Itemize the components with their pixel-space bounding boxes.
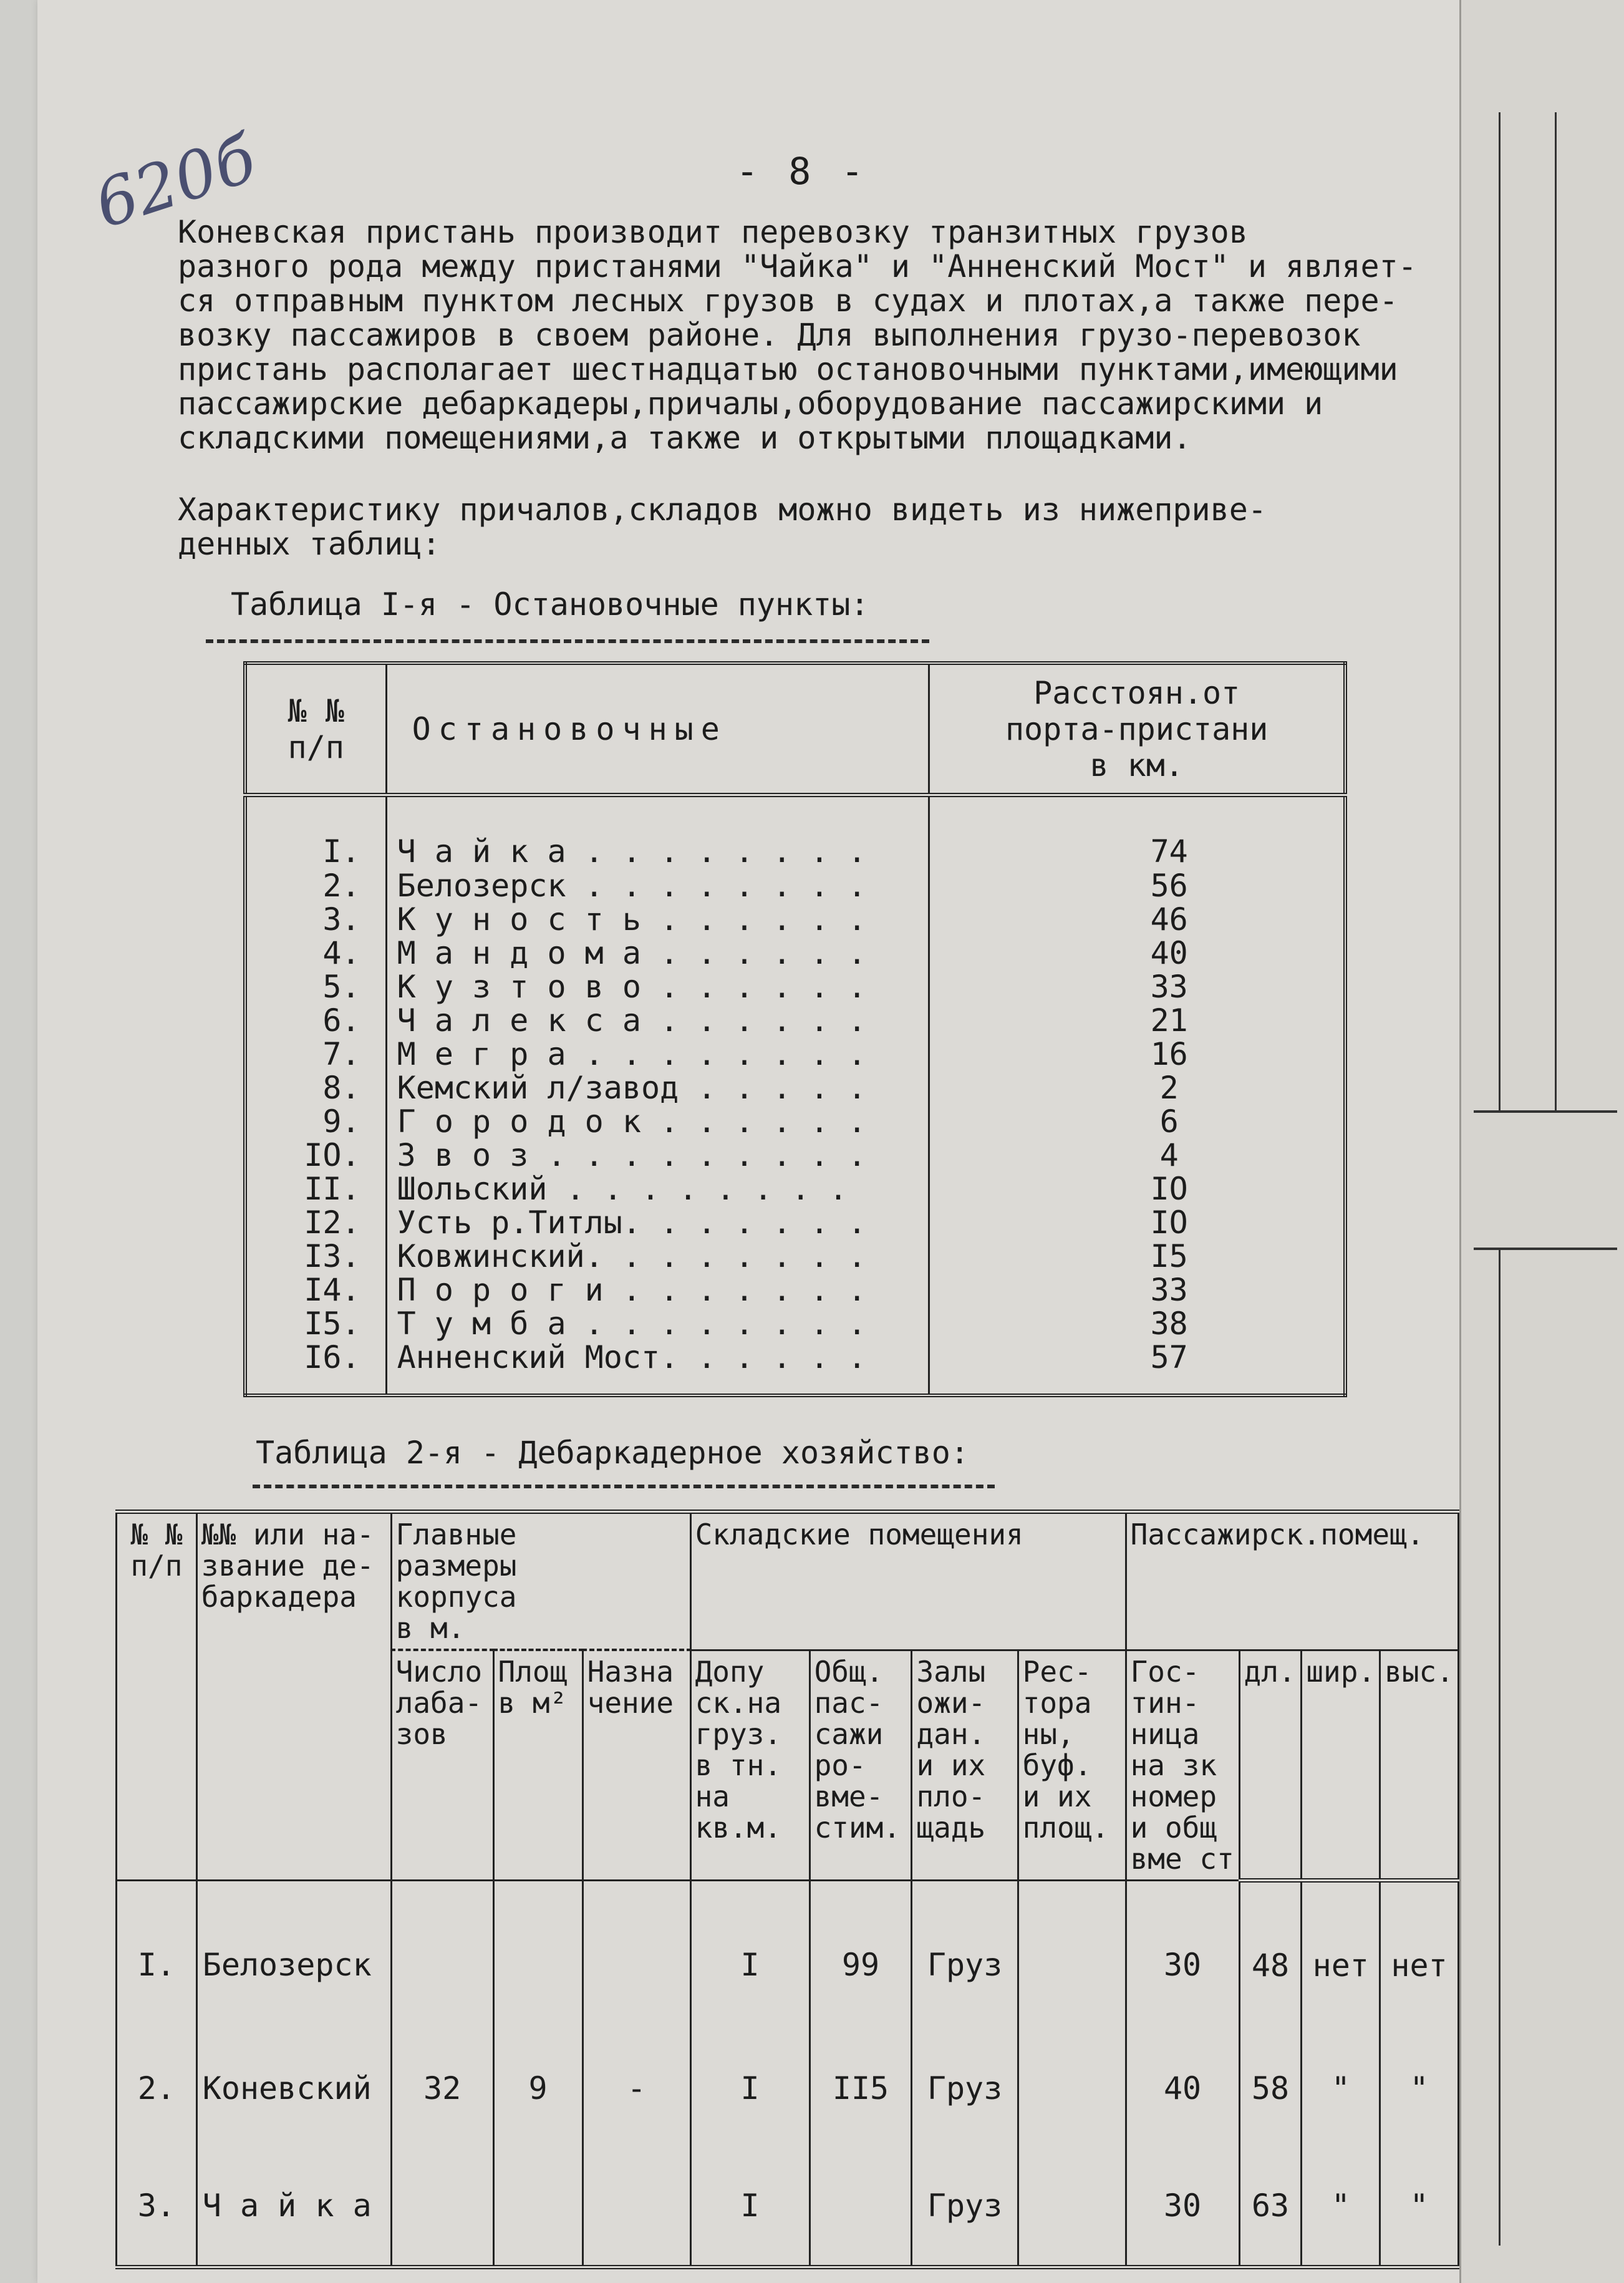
t1-num: 8.: [245, 1071, 386, 1105]
t1-header-num: № № п/п: [245, 663, 386, 795]
t1-distance: 46: [929, 903, 1345, 936]
t2-waiting: 58: [1239, 2030, 1302, 2147]
adjacent-page-edge: [1459, 0, 1624, 2283]
t1-num: I4.: [245, 1273, 386, 1307]
t2-num: I.: [117, 1880, 197, 2030]
t1-name: К у н о с т ь . . . . . .: [386, 903, 929, 936]
t1-num: 6.: [245, 1004, 386, 1037]
t1-distance: 74: [929, 795, 1345, 870]
t2-header-storage-purpose: Назна чение: [582, 1650, 690, 1880]
t1-name: Шольский . . . . . . . .: [386, 1172, 929, 1206]
t1-name: Ч а л е к с а . . . . . .: [386, 1004, 929, 1037]
t2-header-passenger-capacity: Общ. пас- сажи ро- вме- стим.: [810, 1650, 912, 1880]
t2-name: Белозерск: [196, 1880, 391, 2030]
t1-distance: 2: [929, 1071, 1345, 1105]
t1-num: 7.: [245, 1037, 386, 1071]
t2-header-storage-area: Площ в м²: [493, 1650, 582, 1880]
page-number: - 8 -: [736, 150, 868, 193]
t2-purpose: Груз: [912, 1880, 1018, 2030]
intro-paragraph: Коневская пристань производит перевозку транзитных грузов разного рода между пристанями "Чайка" и "Анненский Мост" и являет- ся отправным пунктом лесных грузов в судах и плотах,а также пере- возку пассажиров в своем районе. Для выполнения грузо-перевозок пристань располагает шестнадцатью остановочными пунктами,имеющими пассажирские дебаркадеры,причалы,оборудование пассажирскими и складскими помещениями,а также и открытыми площадками.: [178, 214, 1417, 456]
t2-purpose: Груз: [912, 2147, 1018, 2267]
t2-header-num: № № п/п: [117, 1512, 197, 1881]
t1-name: З в о з . . . . . . . . .: [386, 1138, 929, 1172]
table-row: [245, 1004, 1345, 1037]
t2-header-storage-load: Допу ск.на груз. в тн. на кв.м.: [690, 1650, 810, 1880]
t1-num: 3.: [245, 903, 386, 936]
t2-load: [1018, 2147, 1126, 2267]
t2-restaurant: ": [1302, 2147, 1380, 2267]
t2-capacity: 40: [1126, 2030, 1239, 2147]
t1-name: Г о р о д о к . . . . . .: [386, 1105, 929, 1138]
table1-caption: Таблица I-я - Остановочные пункты:: [231, 586, 869, 623]
t2-capacity: 30: [1126, 1880, 1239, 2030]
t1-distance: I5: [929, 1239, 1345, 1273]
t1-num: 9.: [245, 1105, 386, 1138]
t1-distance: 33: [929, 1273, 1345, 1307]
table-row: [245, 1172, 1345, 1206]
table-row: [245, 795, 1345, 870]
t2-count: I: [690, 1880, 810, 2030]
t2-height: -: [582, 2030, 690, 2147]
t1-num: II.: [245, 1172, 386, 1206]
t2-count: I: [690, 2030, 810, 2147]
table-row: [245, 1206, 1345, 1239]
t2-header-dimensions: Главные размеры корпуса в м.: [391, 1512, 690, 1650]
handwritten-page-note: 620б: [85, 120, 265, 243]
t2-header-hotel: Гос- тин- ница на зк номер и общ вме ст: [1126, 1650, 1239, 1880]
t1-distance: 40: [929, 936, 1345, 970]
t1-name: Кемский л/завод . . . . .: [386, 1071, 929, 1105]
stops-table: [243, 661, 1347, 1397]
t2-hotel: нет: [1380, 1880, 1459, 2030]
t1-name: Ч а й к а . . . . . . . .: [386, 795, 929, 870]
t2-length: [391, 1880, 493, 2030]
table-row: [245, 1037, 1345, 1071]
t1-num: I5.: [245, 1307, 386, 1340]
landing-stages-table: [115, 1510, 1459, 2269]
t2-width: [493, 2147, 582, 2267]
t1-distance: 57: [929, 1340, 1345, 1374]
t1-name: М е г р а . . . . . . . .: [386, 1037, 929, 1071]
t2-length: 32: [391, 2030, 493, 2147]
table-row: [117, 2147, 1459, 2267]
table-row: [117, 1880, 1459, 2030]
t1-name: Анненский Мост. . . . . .: [386, 1340, 929, 1374]
table2-caption: Таблица 2-я - Дебаркадерное хозяйство:: [256, 1435, 969, 1471]
table-row: [245, 1273, 1345, 1307]
t1-distance: IO: [929, 1206, 1345, 1239]
t1-header-distance: Расстоян.от порта-пристани в км.: [929, 663, 1345, 795]
t2-header-passenger: Пассажирск.помещ.: [1126, 1512, 1458, 1650]
second-paragraph: Характеристику причалов,складов можно видеть из нижеприве- денных таблиц:: [178, 492, 1267, 562]
t1-name: Т у м б а . . . . . . . .: [386, 1307, 929, 1340]
table-row: [245, 1307, 1345, 1340]
t1-distance: 21: [929, 1004, 1345, 1037]
t2-name: Коневский: [196, 2030, 391, 2147]
t1-num: I3.: [245, 1239, 386, 1273]
table-row: [245, 970, 1345, 1004]
t2-header-height: выс.: [1380, 1650, 1459, 1880]
t2-width: 9: [493, 2030, 582, 2147]
t2-header-width: шир.: [1302, 1650, 1380, 1880]
t2-count: I: [690, 2147, 810, 2267]
t1-num: IO.: [245, 1138, 386, 1172]
table1-caption-underline: [206, 639, 929, 643]
t2-capacity: 30: [1126, 2147, 1239, 2267]
t2-area: II5: [810, 2030, 912, 2147]
t2-header-storage-count: Число лаба- зов: [391, 1650, 493, 1880]
t2-header-waiting-rooms: Залы ожи- дан. и их пло- щадь: [912, 1650, 1018, 1880]
t2-area: 99: [810, 1880, 912, 2030]
t2-load: [1018, 1880, 1126, 2030]
t1-name: П о р о г и . . . . . . .: [386, 1273, 929, 1307]
table-row: [245, 936, 1345, 970]
t2-width: [493, 1880, 582, 2030]
t2-waiting: 63: [1239, 2147, 1302, 2267]
t2-header-restaurants: Рес- тора ны, буф. и их площ.: [1018, 1650, 1126, 1880]
t2-restaurant: ": [1302, 2030, 1380, 2147]
table-row: [245, 1138, 1345, 1172]
table2-caption-underline: [253, 1485, 995, 1488]
t1-num: 5.: [245, 970, 386, 1004]
t1-distance: 16: [929, 1037, 1345, 1071]
t1-distance: 33: [929, 970, 1345, 1004]
t2-height: [582, 1880, 690, 2030]
t2-height: [582, 2147, 690, 2267]
table-row: [117, 2030, 1459, 2147]
t1-name: К у з т о в о . . . . . .: [386, 970, 929, 1004]
t2-waiting: 48: [1239, 1880, 1302, 2030]
t1-name: М а н д о м а . . . . . .: [386, 936, 929, 970]
t2-num: 2.: [117, 2030, 197, 2147]
t2-area: [810, 2147, 912, 2267]
t1-num: 4.: [245, 936, 386, 970]
table-row: [245, 1105, 1345, 1138]
table-row: [245, 1340, 1345, 1374]
t1-distance: IO: [929, 1172, 1345, 1206]
t1-num: I6.: [245, 1340, 386, 1374]
t1-name: Белозерск . . . . . . . .: [386, 869, 929, 903]
t2-header-length: дл.: [1239, 1650, 1302, 1880]
t1-distance: 38: [929, 1307, 1345, 1340]
t1-num: I.: [245, 795, 386, 870]
t1-name: Усть р.Титлы. . . . . . .: [386, 1206, 929, 1239]
table-row: [245, 869, 1345, 903]
t2-purpose: Груз: [912, 2030, 1018, 2147]
t1-distance: 4: [929, 1138, 1345, 1172]
t2-header-storage: Складские помещения: [690, 1512, 1126, 1650]
table-row: [245, 1071, 1345, 1105]
t1-header-name: Остановочные: [386, 663, 929, 795]
t2-hotel: ": [1380, 2030, 1459, 2147]
t2-header-name: №№ или на- звание де- баркадера: [196, 1512, 391, 1881]
t2-hotel: ": [1380, 2147, 1459, 2267]
table-row: [245, 903, 1345, 936]
t1-name: Ковжинский. . . . . . . .: [386, 1239, 929, 1273]
t2-load: [1018, 2030, 1126, 2147]
t2-restaurant: нет: [1302, 1880, 1380, 2030]
t1-distance: 6: [929, 1105, 1345, 1138]
t1-num: I2.: [245, 1206, 386, 1239]
t2-length: [391, 2147, 493, 2267]
t2-name: Ч а й к а: [196, 2147, 391, 2267]
t2-num: 3.: [117, 2147, 197, 2267]
table-row: [245, 1239, 1345, 1273]
t1-distance: 56: [929, 869, 1345, 903]
t1-num: 2.: [245, 869, 386, 903]
